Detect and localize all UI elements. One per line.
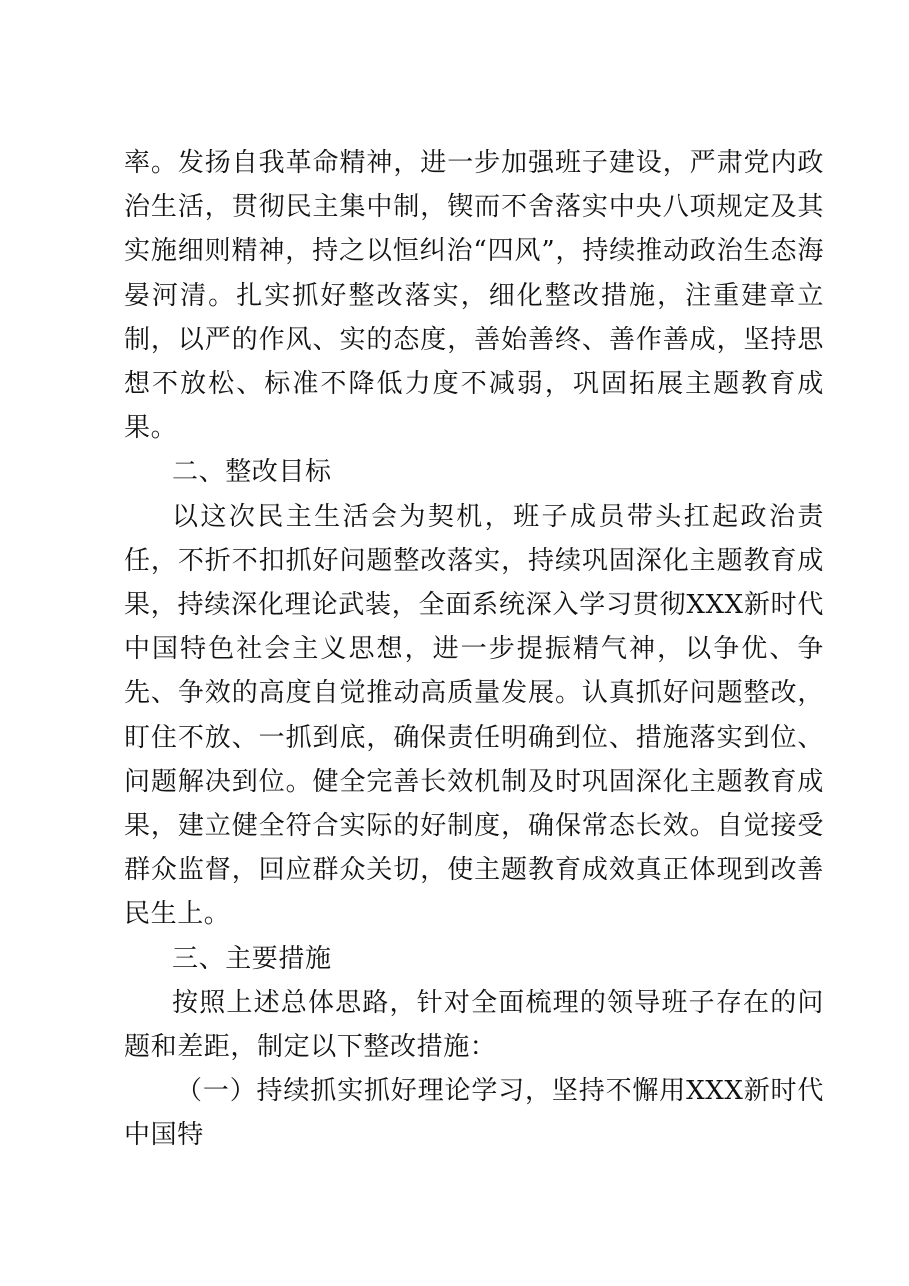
section-heading-goals: 二、整改目标 — [172, 457, 332, 488]
document-body — [124, 141, 824, 1158]
paragraph-measures-intro: 按照上述总体思路，针对全面梳理的领导班子存在的问题和差距，制定以下整改措施： — [124, 987, 824, 1063]
paragraph-goals: 以这次民主生活会为契机，班子成员带头扛起政治责任，不折不扣抓好问题整改落实，持续巩固深化主题教育成果，持续深化理论武装，全面系统深入学习贯彻XXX新时代中国特色社会主义思想，进一步提振精气神，以争优、争先、争效的高度自觉推动高质量发展。认真抓好问题整改，盯住不放、一抓到底，确保责任明确到位、措施落实到位、问题解决到位。健全完善长效机制及时巩固深化主题教育成果，建立健全符合实际的好制度，确保常态长效。自觉接受群众监督，回应群众关切，使主题教育成效真正体现到改善民生上。 — [124, 501, 824, 930]
paragraph-continuation: 率。发扬自我革命精神，进一步加强班子建设，严肃党内政治生活，贯彻民主集中制，锲而不舍落实中央八项规定及其实施细则精神，持之以恒纠治“四风”，持续推动政治生态海晏河清。扎实抓好整改落实，细化整改措施，注重建章立制，以严的作风、实的态度，善始善终、善作善成，坚持思想不放松、标准不降低力度不减弱，巩固拓展主题教育成果。 — [124, 148, 824, 444]
subsection-heading-1: （一）持续抓实抓好理论学习，坚持不懈用XXX新时代中国特 — [124, 1076, 824, 1151]
section-heading-measures: 三、主要措施 — [172, 943, 332, 974]
